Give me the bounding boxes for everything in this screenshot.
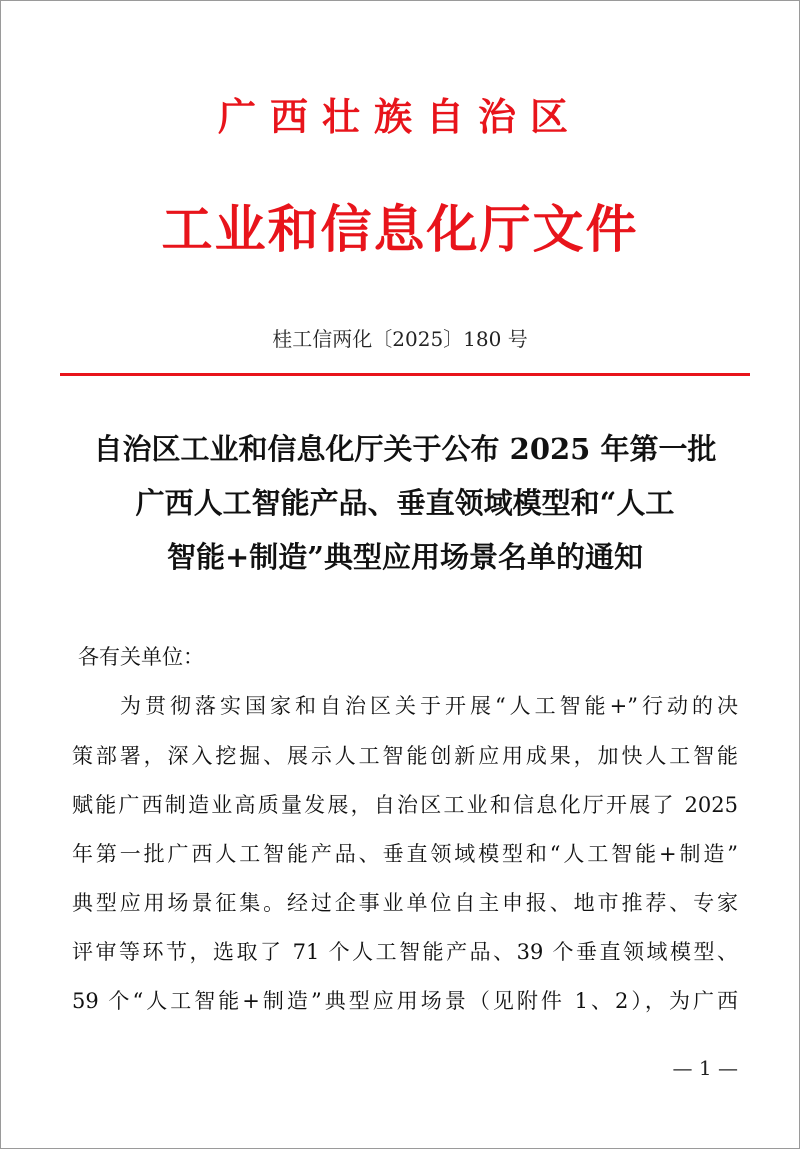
red-separator-line xyxy=(60,373,750,376)
issuer-document-heading: 工业和信息化厅文件 xyxy=(161,200,639,260)
page-number: — 1 — xyxy=(672,1056,738,1080)
title-line: 智能+制造”典型应用场景名单的通知 xyxy=(167,540,643,574)
document-title xyxy=(60,422,750,584)
issuer-name: 广西壮族自治区 xyxy=(217,94,582,139)
body-text-line: 评审等环节，选取了 71 个人工智能产品、39 个垂直领域模型、 xyxy=(72,940,738,964)
salutation: 各有关单位： xyxy=(78,645,204,669)
body-text-line: 为贯彻落实国家和自治区关于开展“人工智能+”行动的决 xyxy=(120,694,738,718)
body-text-line: 赋能广西制造业高质量发展，自治区工业和信息化厅开展了 2025 xyxy=(72,793,738,817)
body-text-line: 年第一批广西人工智能产品、垂直领域模型和“人工智能+制造” xyxy=(72,842,738,866)
body-text-line: 典型应用场景征集。经过企事业单位自主申报、地市推荐、专家 xyxy=(72,891,738,915)
document-number: 桂工信两化〔2025〕180 号 xyxy=(272,327,528,351)
body-text-line: 59 个“人工智能+制造”典型应用场景（见附件 1、2），为广西 xyxy=(72,989,738,1013)
title-line: 自治区工业和信息化厅关于公布 2025 年第一批 xyxy=(93,432,717,466)
title-line: 广西人工智能产品、垂直领域模型和“人工 xyxy=(135,486,675,520)
body-text-line: 策部署，深入挖掘、展示人工智能创新应用成果，加快人工智能 xyxy=(72,744,738,768)
